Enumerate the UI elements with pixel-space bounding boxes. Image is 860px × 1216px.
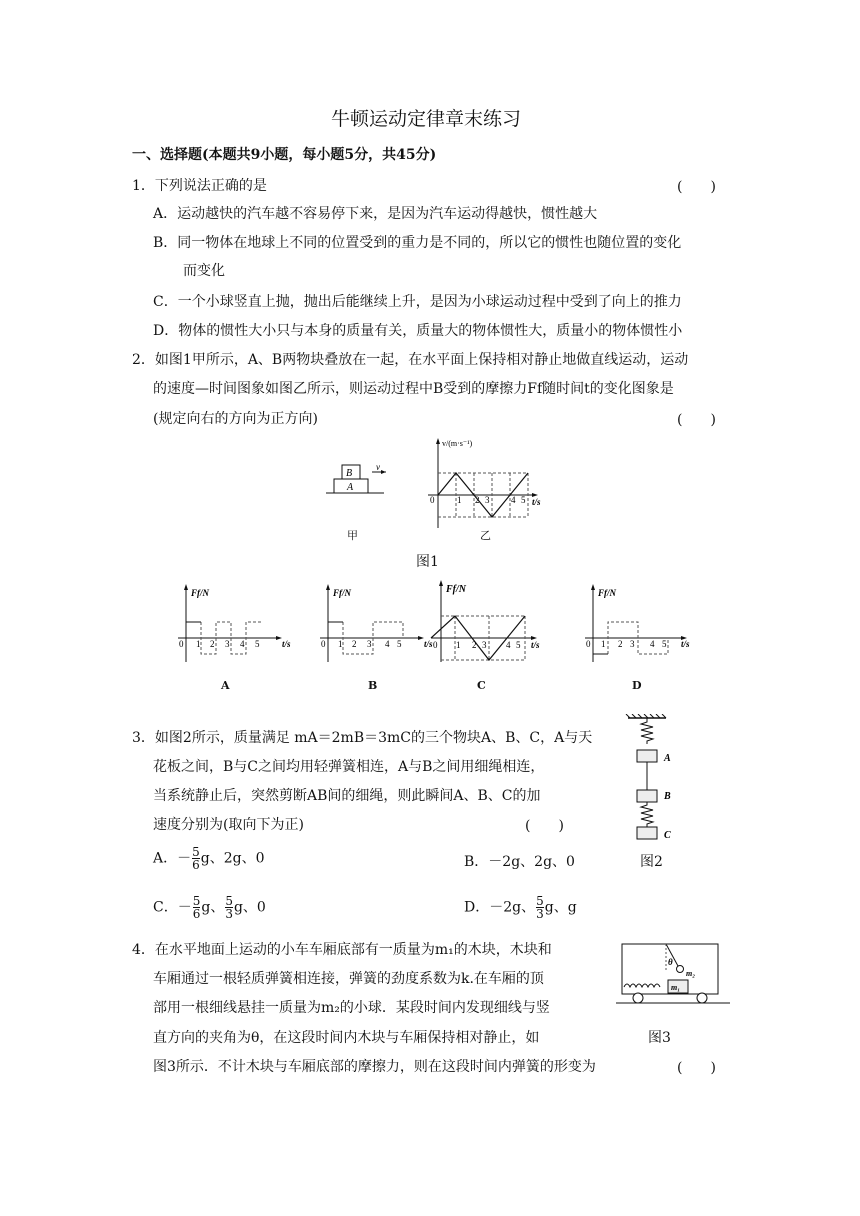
numerator: 5 xyxy=(536,894,544,908)
graph-c-tick-4: 4 xyxy=(506,640,511,650)
vt-tick-2: 2 xyxy=(475,495,480,505)
fraction-5-3 xyxy=(225,895,233,920)
block-b-label: B xyxy=(664,791,671,802)
q2-line-2: 的速度—时间图象如图乙所示，则运动过程中B受到的摩擦力Ff随时间t的变化图象是 xyxy=(153,381,674,397)
graph-b-tick-2: 2 xyxy=(352,639,357,649)
numerator: 5 xyxy=(225,894,233,908)
q1-option-d: D．物体的惯性大小只与本身的质量有关，质量大的物体惯性大，质量小的物体惯性小 xyxy=(153,323,683,339)
graph-b-y-label: Ff/N xyxy=(333,588,351,598)
m2-label: m₂ xyxy=(686,969,696,978)
fraction-5-3 xyxy=(536,895,544,920)
block-c xyxy=(637,827,657,839)
vt-tick-1: 1 xyxy=(457,495,462,505)
graph-b-tick-3: 3 xyxy=(367,639,372,649)
q3-option-a-prefix: A．－ xyxy=(153,850,192,867)
q3-option-a xyxy=(153,846,265,871)
q1-option-b: B．同一物体在地球上不同的位置受到的重力是不同的，所以它的惯性也随位置的变化 xyxy=(153,235,682,251)
graph-b-tick-5: 5 xyxy=(397,639,402,649)
wheel-right xyxy=(697,993,707,1003)
q4-answer-blank: ( ) xyxy=(677,1060,716,1076)
denominator: 3 xyxy=(536,907,544,921)
figure-1-vt-graph xyxy=(428,436,548,532)
graph-c-tick-1: 1 xyxy=(456,640,461,650)
q3-line-4: 速度分别为(取向下为正) xyxy=(153,817,304,833)
graph-a-y-label: Ff/N xyxy=(191,588,209,598)
option-b-label: B xyxy=(368,679,378,692)
denominator: 6 xyxy=(192,858,200,872)
graph-d-tick-4: 4 xyxy=(650,639,655,649)
q3-line-2: 花板之间，B与C之间均用轻弹簧相连，A与B之间用细绳相连， xyxy=(153,759,545,775)
graph-c-tick-3: 3 xyxy=(482,640,487,650)
option-c-label: C xyxy=(477,679,486,692)
graph-d-tick-3: 3 xyxy=(630,639,635,649)
figure-1-jia-label: 甲 xyxy=(347,529,358,542)
wheel-left xyxy=(633,993,643,1003)
fraction-5-6 xyxy=(193,895,201,920)
vt-tick-3: 3 xyxy=(485,495,490,505)
vt-y-arrowhead xyxy=(436,438,440,444)
q3-option-d xyxy=(464,895,577,920)
numerator: 5 xyxy=(192,845,200,859)
graph-c-tick-2: 2 xyxy=(472,640,477,650)
q1-option-b-cont: 而变化 xyxy=(183,263,225,279)
q4-line-2: 车厢通过一根轻质弹簧相连接，弹簧的劲度系数为k.在车厢的顶 xyxy=(153,971,544,987)
figure-2-caption: 图2 xyxy=(640,854,663,870)
vt-x-label: t/s xyxy=(532,497,541,507)
section-heading: 一、选择题(本题共9小题，每小题5分，共45分) xyxy=(132,147,437,163)
graph-a-tick-1: 1 xyxy=(196,639,201,649)
graph-d-tick-5: 5 xyxy=(662,639,667,649)
block-b xyxy=(637,790,657,802)
graph-b-tick-1: 1 xyxy=(338,639,343,649)
q2-line-1: 2．如图1甲所示，A、B两物块叠放在一起，在水平面上保持相对静止地做直线运动，运动 xyxy=(132,352,689,368)
figure-3-caption: 图3 xyxy=(648,1030,671,1046)
q4-line-3: 部用一根细线悬挂一质量为m₂的小球．某段时间内发现细线与竖 xyxy=(153,1000,550,1016)
q1-option-c: C．一个小球竖直上抛，抛出后能继续上升，是因为小球运动过程中受到了向上的推力 xyxy=(153,294,682,310)
q2-line-3: (规定向右的方向为正方向) xyxy=(153,411,318,427)
graph-a-x-label: t/s xyxy=(282,639,291,649)
q3-line-1: 3．如图2所示，质量满足 mA＝2mB＝3mC的三个物块A、B、C，A与天 xyxy=(132,730,593,746)
fraction-5-6 xyxy=(192,846,200,871)
denominator: 3 xyxy=(225,907,233,921)
figure-1-caption: 图1 xyxy=(416,554,439,570)
q4-line-5: 图3所示．不计木块与车厢底部的摩擦力，则在这段时间内弹簧的形变为 xyxy=(153,1059,596,1075)
q3-answer-blank: ( ) xyxy=(525,818,564,834)
figure-3-cart xyxy=(616,940,734,1008)
block-a-label: A xyxy=(664,753,671,764)
q2-answer-blank: ( ) xyxy=(677,412,716,428)
spring-top xyxy=(641,718,653,744)
numerator: 5 xyxy=(192,894,201,908)
spring-bottom xyxy=(641,802,653,827)
q1-answer-blank: ( ) xyxy=(677,179,716,195)
vt-tick-5: 5 xyxy=(521,495,526,505)
graph-a-tick-2: 2 xyxy=(210,639,215,649)
block-c-label: C xyxy=(664,830,671,841)
option-a-label: A xyxy=(221,679,230,692)
graph-a-tick-4: 4 xyxy=(240,639,245,649)
graph-a-y-arrowhead xyxy=(184,584,188,590)
block-a xyxy=(637,750,657,762)
option-d-graph xyxy=(577,582,712,664)
block-a-label: A xyxy=(347,482,354,493)
page-title: 牛顿运动定律章末练习 xyxy=(331,108,522,130)
denominator: 6 xyxy=(192,907,201,921)
graph-a-tick-0: 0 xyxy=(179,639,184,649)
option-c-graph xyxy=(425,578,560,664)
graph-d-tick-2: 2 xyxy=(618,639,623,649)
vt-y-label: v/(m·s⁻¹) xyxy=(442,439,473,448)
m1-label: m₁ xyxy=(671,983,681,992)
q3-option-c-suffix: g、0 xyxy=(233,899,266,916)
q3-option-b: B．－2g、2g、0 xyxy=(464,854,575,870)
graph-d-tick-0: 0 xyxy=(586,639,591,649)
figure-1-blocks xyxy=(326,462,396,498)
graph-b-tick-4: 4 xyxy=(385,639,390,649)
q3-option-d-suffix: g、g xyxy=(544,899,577,916)
option-d-label: D xyxy=(632,679,642,692)
graph-d-x-label: t/s xyxy=(681,639,690,649)
graph-c-tick-0: 0 xyxy=(433,640,438,650)
vt-tick-0: 0 xyxy=(430,495,435,505)
figure-2-spring-system xyxy=(620,714,690,844)
graph-c-y-arrowhead xyxy=(439,580,443,586)
graph-c-x-label: t/s xyxy=(531,640,540,650)
q1-stem: 1．下列说法正确的是 xyxy=(132,178,267,194)
q4-line-1: 4．在水平地面上运动的小车车厢底部有一质量为m₁的木块，木块和 xyxy=(132,942,552,958)
graph-b-tick-0: 0 xyxy=(321,639,326,649)
q3-option-c-prefix: C．－ xyxy=(153,899,192,916)
graph-c-tick-5: 5 xyxy=(516,640,521,650)
graph-d-y-arrowhead xyxy=(591,584,595,590)
q3-option-a-suffix: g、2g、0 xyxy=(200,850,265,867)
theta-label: θ xyxy=(668,957,673,967)
block-b-label: B xyxy=(346,468,353,479)
graph-b-y-arrowhead xyxy=(326,584,330,590)
q3-line-3: 当系统静止后，突然剪断AB间的细绳，则此瞬间A、B、C的加 xyxy=(153,788,541,804)
q3-option-d-prefix: D．－2g、 xyxy=(464,899,536,916)
option-a-graph xyxy=(170,582,305,664)
q4-line-4: 直方向的夹角为θ，在这段时间内木块与车厢保持相对静止，如 xyxy=(153,1030,540,1046)
velocity-label: v xyxy=(376,462,380,472)
graph-d-tick-1: 1 xyxy=(601,639,606,649)
q3-option-c xyxy=(153,895,266,920)
figure-1-yi-label: 乙 xyxy=(480,529,491,542)
ball xyxy=(677,966,684,973)
q1-option-a: A．运动越快的汽车越不容易停下来，是因为汽车运动得越快，惯性越大 xyxy=(153,206,598,222)
velocity-arrowhead xyxy=(381,470,386,474)
q3-option-c-mid: g、 xyxy=(201,899,225,916)
graph-a-tick-5: 5 xyxy=(255,639,260,649)
graph-b-x-label: t/s xyxy=(424,639,433,649)
graph-d-y-label: Ff/N xyxy=(598,588,616,598)
graph-a-tick-3: 3 xyxy=(225,639,230,649)
graph-c-y-label: Ff/N xyxy=(446,584,466,595)
vt-tick-4: 4 xyxy=(511,495,516,505)
